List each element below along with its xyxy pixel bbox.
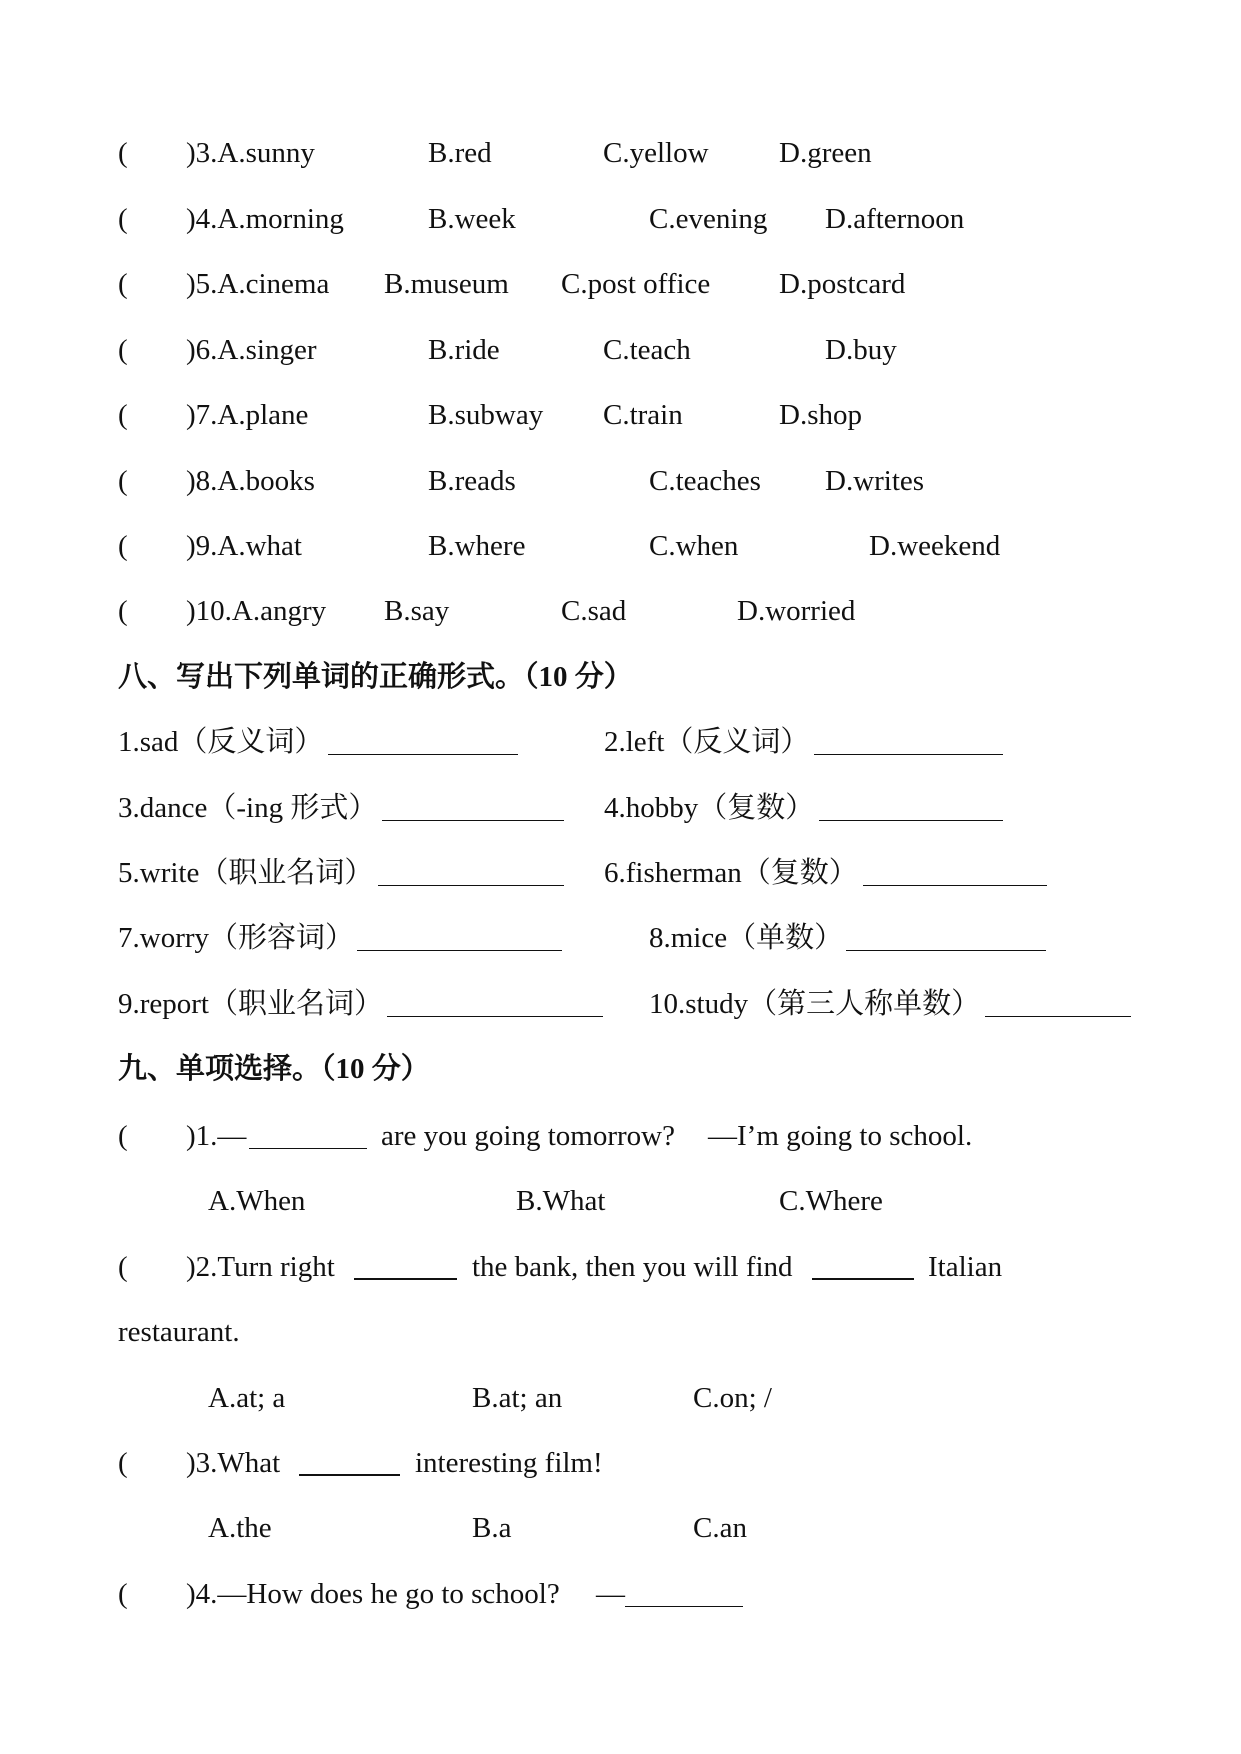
answer-blank-slot [299, 1446, 400, 1480]
option-b: B.at; an [472, 1382, 563, 1414]
word-form-prompt: 3.dance（-ing 形式） [118, 792, 378, 824]
answer-paren-open: ( [118, 268, 128, 300]
answer-blank [328, 754, 518, 755]
answer-paren-open: ( [118, 530, 128, 562]
word-form-item [604, 725, 1003, 759]
answer-blank [863, 885, 1047, 886]
option-c: C.sad [561, 595, 627, 627]
answer-paren-open: ( [118, 399, 128, 431]
choice-row [0, 464, 1241, 498]
question-stem-text: are you going tomorrow? [381, 1120, 675, 1152]
answer-blank [249, 1148, 367, 1149]
option-c: C.evening [649, 203, 768, 235]
question-number: )3. [186, 1447, 218, 1479]
question-stem-text: Turn right [217, 1251, 335, 1283]
option-a-text: A.singer [217, 334, 317, 366]
option-a: A.the [208, 1512, 272, 1544]
choice-row [0, 202, 1241, 236]
word-form-prompt: 8.mice（单数） [649, 922, 844, 954]
answer-blank [625, 1606, 743, 1607]
question-stem-text: the bank, then you will find [472, 1251, 793, 1283]
word-form-prompt: 4.hobby（复数） [604, 792, 815, 824]
option-a-text: A.what [217, 530, 302, 562]
word-form-prompt: 1.sad（反义词） [118, 726, 324, 758]
option-b: B.museum [384, 268, 509, 300]
answer-blank-slot [354, 1250, 457, 1284]
answer-blank [378, 885, 564, 886]
option-c: C.train [603, 399, 683, 431]
option-a: A.at; a [208, 1382, 286, 1414]
question-number: )6. [186, 334, 218, 366]
word-form-item [649, 987, 1131, 1021]
option-c: C.post office [561, 268, 711, 300]
choice-row [0, 594, 1241, 628]
answer-blank [354, 1278, 457, 1280]
question-stem-start [186, 1119, 367, 1153]
option-a [186, 464, 315, 498]
word-form-item [604, 791, 1003, 825]
question-number: )8. [186, 465, 218, 497]
answer-blank [299, 1474, 400, 1476]
option-b: B.red [428, 137, 492, 169]
option-c: C.teaches [649, 465, 761, 497]
answer-paren-open: ( [118, 1251, 128, 1283]
answer-blank [812, 1278, 914, 1280]
word-form-row [0, 725, 1241, 759]
answer-paren-open: ( [118, 465, 128, 497]
answer-paren-open: ( [118, 1120, 128, 1152]
dialogue-reply [596, 1577, 743, 1611]
mc-question [0, 1250, 1241, 1284]
word-form-row [0, 856, 1241, 890]
question-number: )3. [186, 137, 218, 169]
question-number: )10. [186, 595, 232, 627]
question-stem-text: —How does he go to school? [217, 1578, 560, 1610]
option-d: D.buy [825, 334, 897, 366]
question-stem-text: What [217, 1447, 281, 1479]
option-a-text: A.plane [217, 399, 309, 431]
word-form-row [0, 987, 1241, 1021]
question-stem-text: restaurant. [118, 1316, 240, 1348]
word-form-item [118, 856, 564, 890]
option-c: C.Where [779, 1185, 883, 1217]
question-stem-text: Italian [928, 1251, 1003, 1283]
word-form-prompt: 7.worry（形容词） [118, 922, 355, 954]
question-number: )5. [186, 268, 218, 300]
option-a-text: A.angry [231, 595, 327, 627]
choice-row [0, 136, 1241, 170]
option-d: D.writes [825, 465, 925, 497]
answer-blank [985, 1016, 1131, 1017]
option-a [186, 136, 315, 170]
question-stem-start [186, 1250, 335, 1284]
option-b: B.reads [428, 465, 516, 497]
option-a [186, 202, 344, 236]
word-form-prompt: 9.report（职业名词） [118, 988, 383, 1020]
option-d: D.shop [779, 399, 862, 431]
dialogue-dash: — [596, 1578, 625, 1610]
word-form-row [0, 791, 1241, 825]
answer-blank [819, 820, 1003, 821]
option-b: B.What [516, 1185, 606, 1217]
option-c: C.an [693, 1512, 747, 1544]
question-stem-text: interesting film! [415, 1447, 603, 1479]
answer-blank [814, 754, 1003, 755]
option-b: B.subway [428, 399, 544, 431]
question-number: )4. [186, 203, 218, 235]
section-8-title: 八、写出下列单词的正确形式。（10 分） [118, 661, 633, 693]
option-a [186, 529, 302, 563]
word-form-item [118, 987, 603, 1021]
word-form-item [604, 856, 1047, 890]
choice-row [0, 398, 1241, 432]
answer-paren-open: ( [118, 595, 128, 627]
option-d: D.postcard [779, 268, 906, 300]
option-a [186, 267, 329, 301]
option-d: D.afternoon [825, 203, 965, 235]
option-b: B.a [472, 1512, 512, 1544]
word-form-item [118, 725, 518, 759]
mc-question-continuation [0, 1315, 1241, 1349]
question-number: )7. [186, 399, 218, 431]
answer-paren-open: ( [118, 334, 128, 366]
question-number: )9. [186, 530, 218, 562]
question-stem-start [186, 1446, 280, 1480]
option-a-text: A.morning [217, 203, 344, 235]
question-stem-start [186, 1577, 560, 1611]
option-a-text: A.sunny [217, 137, 315, 169]
answer-blank [357, 950, 562, 951]
mc-options [0, 1511, 1241, 1545]
section-heading [0, 1052, 1241, 1086]
word-form-item [649, 921, 1046, 955]
answer-paren-open: ( [118, 1447, 128, 1479]
option-c: C.when [649, 530, 739, 562]
choice-row [0, 267, 1241, 301]
word-form-item [118, 921, 562, 955]
option-b: B.ride [428, 334, 500, 366]
option-b: B.say [384, 595, 450, 627]
mc-question [0, 1119, 1241, 1153]
answer-paren-open: ( [118, 1578, 128, 1610]
section-heading [0, 660, 1241, 694]
word-form-item [118, 791, 564, 825]
answer-paren-open: ( [118, 203, 128, 235]
mc-question [0, 1446, 1241, 1480]
option-a [186, 398, 308, 432]
question-number: )2. [186, 1251, 218, 1283]
section-9-title: 九、单项选择。（10 分） [118, 1053, 430, 1085]
answer-blank [382, 820, 564, 821]
answer-blank-slot [812, 1250, 914, 1284]
option-a [186, 594, 326, 628]
choice-row [0, 529, 1241, 563]
option-b: B.where [428, 530, 526, 562]
dialogue-reply: —I’m going to school. [708, 1120, 973, 1152]
option-c: C.teach [603, 334, 691, 366]
option-d: D.weekend [869, 530, 1001, 562]
dialogue-dash: — [217, 1120, 247, 1152]
word-form-prompt: 5.write（职业名词） [118, 857, 374, 889]
mc-options [0, 1184, 1241, 1218]
option-d: D.green [779, 137, 872, 169]
question-number: )4. [186, 1578, 218, 1610]
option-c: C.on; / [693, 1382, 772, 1414]
word-form-prompt: 10.study（第三人称单数） [649, 988, 981, 1020]
option-d: D.worried [737, 595, 856, 627]
answer-blank [846, 950, 1046, 951]
mc-question [0, 1577, 1241, 1611]
option-c: C.yellow [603, 137, 709, 169]
word-form-row [0, 921, 1241, 955]
word-form-prompt: 6.fisherman（复数） [604, 857, 858, 889]
choice-row [0, 333, 1241, 367]
question-number: )1. [186, 1120, 218, 1152]
mc-options [0, 1381, 1241, 1415]
option-b: B.week [428, 203, 516, 235]
answer-paren-open: ( [118, 137, 128, 169]
option-a-text: A.cinema [217, 268, 330, 300]
word-form-prompt: 2.left（反义词） [604, 726, 810, 758]
option-a-text: A.books [217, 465, 315, 497]
answer-blank [387, 1016, 603, 1017]
option-a: A.When [208, 1185, 306, 1217]
option-a [186, 333, 317, 367]
